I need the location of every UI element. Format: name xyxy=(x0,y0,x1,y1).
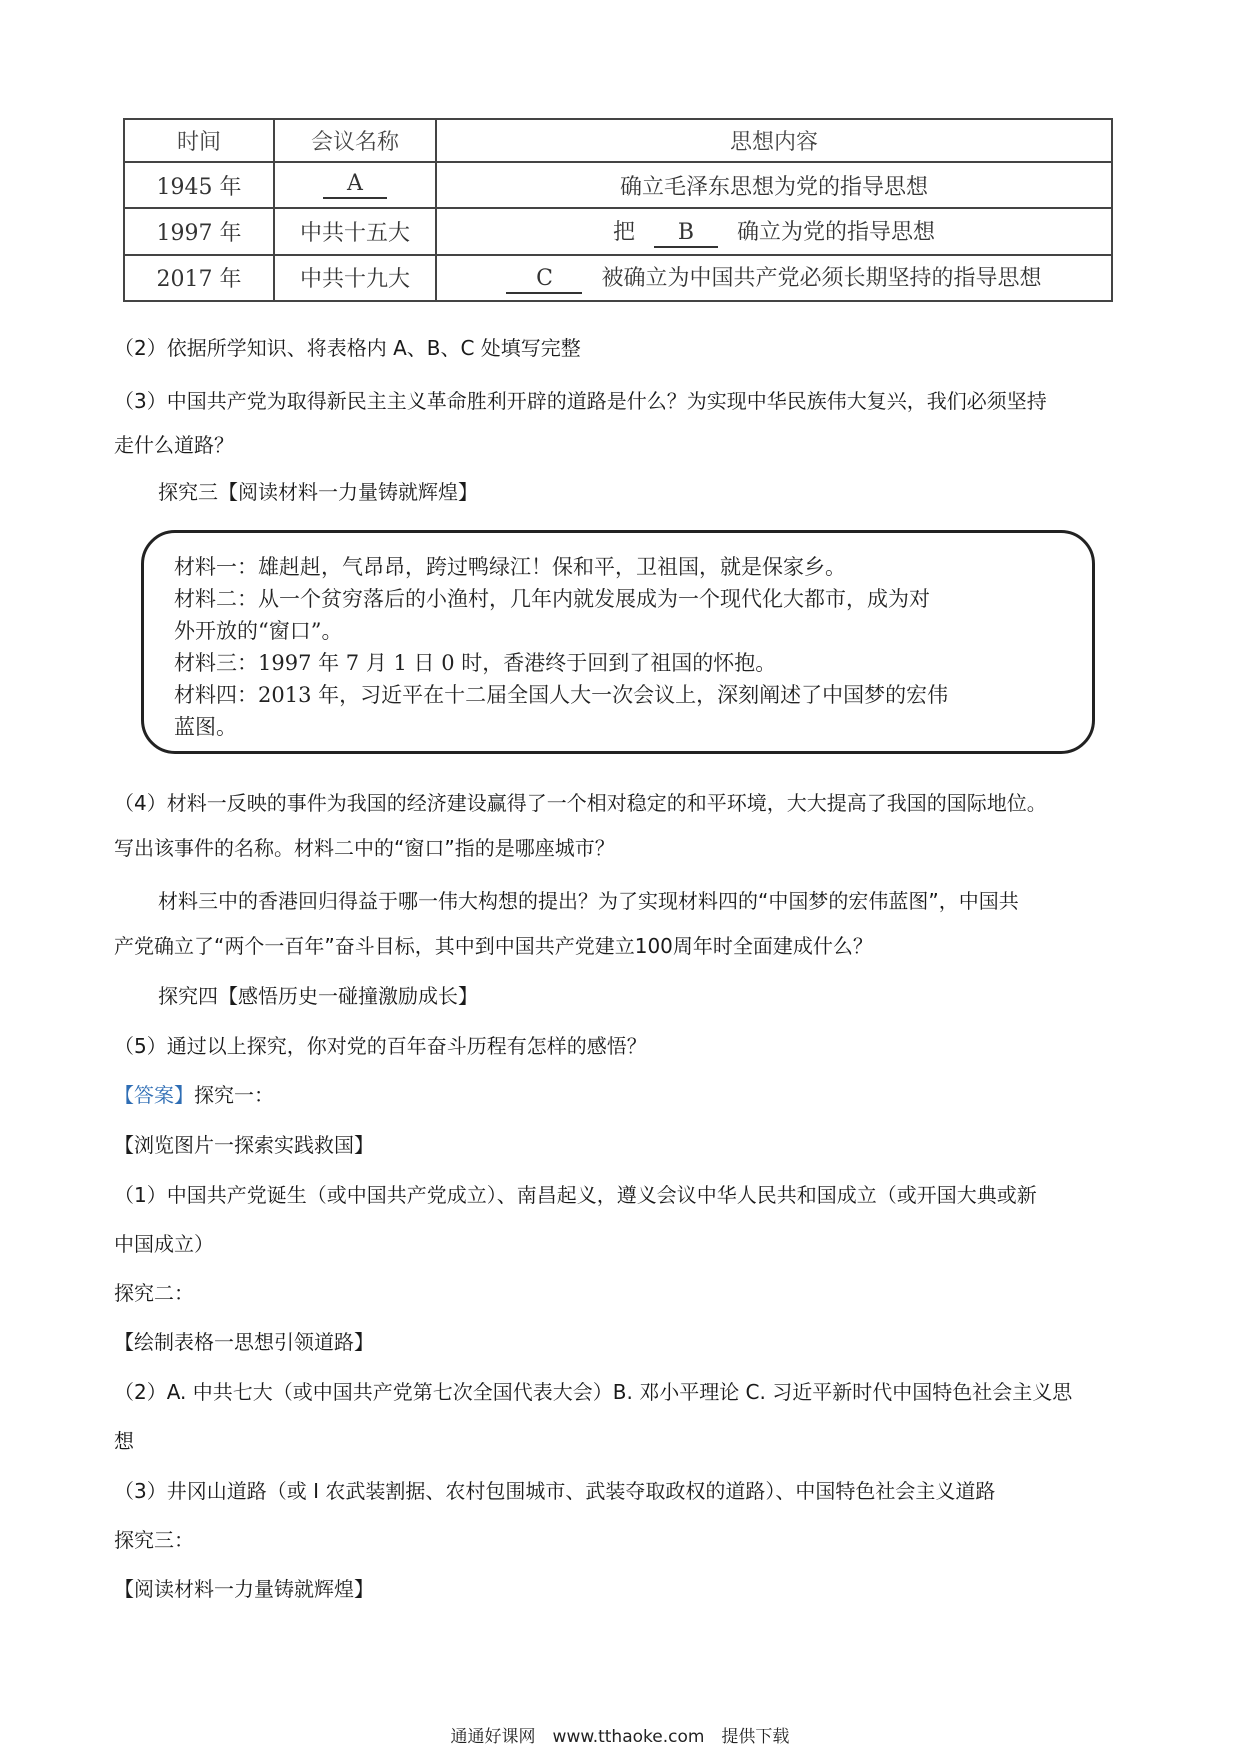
material-line: 外开放的“窗口”。 xyxy=(174,619,343,643)
row-year: 1945 年 xyxy=(124,162,274,208)
blank-a: A xyxy=(323,171,387,199)
header-content: 思想内容 xyxy=(436,119,1112,162)
row-content xyxy=(436,208,1112,254)
answer-1-line-1: （1）中国共产党诞生（或中国共产党成立）、南昌起义，遵义会议中华人民共和国成立（或开国大典或新 xyxy=(114,1183,1037,1207)
row-meeting: 中共十五大 xyxy=(274,208,436,254)
explore-3-heading: 探究三【阅读材料一力量铸就辉煌】 xyxy=(158,480,478,504)
table-row xyxy=(124,208,1112,254)
question-4-line-2: 写出该事件的名称。材料二中的“窗口”指的是哪座城市？ xyxy=(114,836,615,860)
answer-heading-2: 【绘制表格一思想引领道路】 xyxy=(114,1330,374,1354)
blank-c: C xyxy=(506,266,582,294)
row-content xyxy=(436,255,1112,301)
material-box xyxy=(141,530,1095,754)
material-line: 材料二：从一个贫穷落后的小渔村，几年内就发展成为一个现代化大都市，成为对 xyxy=(174,587,930,611)
footer-credit: 通通好课网 www.tthaoke.com 提供下载 xyxy=(450,1727,790,1747)
question-5: （5）通过以上探究，你对党的百年奋斗历程有怎样的感悟？ xyxy=(114,1034,647,1058)
answer-3: （3）井冈山道路（或 I 农武装割据、农村包围城市、武装夺取政权的道路）、中国特色社会主义道路 xyxy=(114,1479,996,1503)
row-meeting xyxy=(274,162,436,208)
answer-heading-1: 【浏览图片一探索实践救国】 xyxy=(114,1133,374,1157)
answer-2-line-2: 想 xyxy=(114,1429,134,1453)
row-content-post: 确立为党的指导思想 xyxy=(737,220,936,246)
answer-tag: 【答案】 xyxy=(114,1083,194,1107)
row-year: 1997 年 xyxy=(124,208,274,254)
question-4-line-3: 材料三中的香港回归得益于哪一伟大构想的提出？为了实现材料四的“中国梦的宏伟蓝图”，中国共 xyxy=(158,889,1019,913)
question-4-line-4: 产党确立了“两个一百年”奋斗目标，其中到中国共产党建立100周年时全面建成什么？ xyxy=(114,934,873,958)
row-content-text: 确立毛泽东思想为党的指导思想 xyxy=(619,174,928,200)
meeting-table xyxy=(123,118,1113,302)
answer-2-line-1: （2）A. 中共七大（或中国共产党第七次全国代表大会）B. 邓小平理论 C. 习近平新时代中国特色社会主义思 xyxy=(114,1380,1073,1404)
material-line: 蓝图。 xyxy=(174,715,237,739)
table-header-row xyxy=(124,119,1112,162)
question-4-line-1: （4）材料一反映的事件为我国的经济建设赢得了一个相对稳定的和平环境，大大提高了我国的国际地位。 xyxy=(114,791,1047,815)
answer-explore-3: 探究三： xyxy=(114,1528,194,1552)
header-meeting: 会议名称 xyxy=(274,119,436,162)
table-row xyxy=(124,162,1112,208)
row-meeting: 中共十九大 xyxy=(274,255,436,301)
question-2: （2）依据所学知识、将表格内 A、B、C 处填写完整 xyxy=(114,336,581,360)
material-line: 材料一：雄赳赳，气昂昂，跨过鸭绿江！保和平，卫祖国，就是保家乡。 xyxy=(174,555,846,579)
row-content-post: 被确立为中国共产党必须长期坚持的指导思想 xyxy=(601,266,1042,292)
header-time: 时间 xyxy=(124,119,274,162)
answer-1-line-2: 中国成立） xyxy=(114,1232,214,1256)
material-line: 材料四：2013 年，习近平在十二届全国人大一次会议上，深刻阐述了中国梦的宏伟 xyxy=(174,683,949,707)
row-year: 2017 年 xyxy=(124,255,274,301)
question-3-line-2: 走什么道路？ xyxy=(114,433,234,457)
row-content-pre: 把 xyxy=(612,220,635,246)
material-line: 材料三：1997 年 7 月 1 日 0 时，香港终于回到了祖国的怀抱。 xyxy=(174,651,777,675)
row-content xyxy=(436,162,1112,208)
table-row xyxy=(124,255,1112,301)
explore-4-heading: 探究四【感悟历史一碰撞激励成长】 xyxy=(158,984,478,1008)
blank-b: B xyxy=(654,220,718,248)
answer-explore-1: 探究一： xyxy=(194,1083,274,1107)
answer-line xyxy=(114,1083,274,1107)
question-3-line-1: （3）中国共产党为取得新民主主义革命胜利开辟的道路是什么？为实现中华民族伟大复兴，我们必须坚持 xyxy=(114,389,1047,413)
answer-explore-2: 探究二： xyxy=(114,1281,194,1305)
answer-heading-3: 【阅读材料一力量铸就辉煌】 xyxy=(114,1577,374,1601)
